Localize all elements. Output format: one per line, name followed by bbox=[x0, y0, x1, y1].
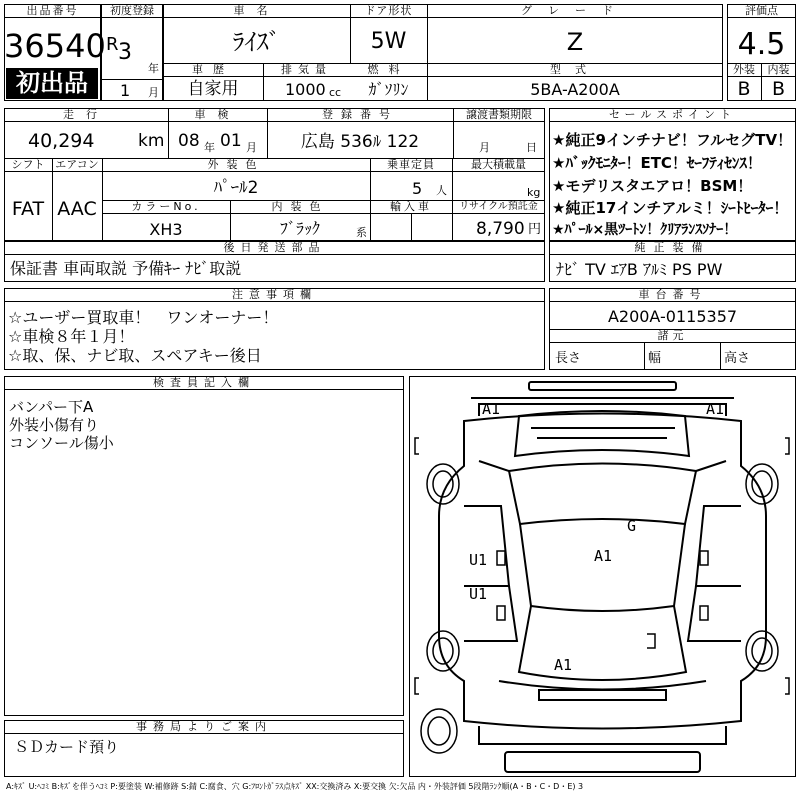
transfer-label: 譲渡書類期限 bbox=[453, 108, 545, 122]
mark-front-right: A1 bbox=[706, 400, 725, 418]
note-1: ☆ユーザー買取車！ ワンオーナー！ bbox=[8, 308, 279, 327]
inspection-month-unit: 月 bbox=[246, 141, 257, 154]
sales-point-2: ★ﾊﾞｯｸﾓﾆﾀｰ！ETC！ｾｰﾌﾃｨｾﾝｽ！ bbox=[552, 154, 762, 172]
capacity-unit: 人 bbox=[436, 184, 447, 197]
mark-roof: G bbox=[627, 517, 637, 535]
office-label: 事務局よりご案内 bbox=[4, 720, 404, 734]
car-name: ﾗｲｽﾞ bbox=[232, 28, 281, 56]
sales-points-label: セールスポイント bbox=[549, 108, 796, 122]
import-label: 輸入車 bbox=[370, 200, 452, 214]
displacement-label: 排気量 bbox=[263, 63, 350, 77]
model-label: 型式 bbox=[427, 63, 723, 77]
inspection-month: 01 bbox=[220, 131, 242, 151]
int-color: ﾌﾞﾗｯｸ bbox=[279, 219, 320, 238]
mark-rear: A1 bbox=[554, 656, 573, 674]
mileage-label: 走行 bbox=[4, 108, 168, 122]
int-color-label: 内装色 bbox=[230, 200, 370, 214]
capacity-label: 乗車定員 bbox=[370, 158, 452, 172]
transfer-day-unit: 日 bbox=[526, 141, 537, 154]
load-unit: kg bbox=[527, 186, 541, 199]
inspector-line-3: コンソール傷小 bbox=[9, 434, 114, 452]
capacity: 5 bbox=[412, 179, 423, 198]
inspector-line-1: バンパー下A bbox=[9, 398, 94, 416]
office-value: ＳＤカード預り bbox=[14, 738, 120, 756]
lot-number: 36540 bbox=[4, 27, 106, 65]
note-2: ☆車検８年１月！ bbox=[8, 327, 135, 346]
mark-door-rear: U1 bbox=[469, 585, 488, 603]
first-listing-text: 初出品 bbox=[16, 69, 88, 97]
plate-number: 広島 536ﾙ 122 bbox=[300, 132, 420, 152]
displacement: 1000 bbox=[285, 80, 326, 99]
score-label: 評価点 bbox=[727, 4, 796, 18]
dims-label: 諸元 bbox=[549, 329, 796, 343]
note-3: ☆取、保、ナビ取、スペアキー後日 bbox=[8, 346, 262, 365]
shift-label: シフト bbox=[4, 158, 52, 172]
equipment-value: ﾅﾋﾞ TV ｴｱB ｱﾙﾐ PS PW bbox=[556, 260, 723, 279]
aircon-value: AAC bbox=[57, 198, 97, 220]
color-no: XH3 bbox=[149, 220, 183, 239]
recycle-label: リサイクル預託金 bbox=[452, 200, 545, 214]
interior-label: 内装 bbox=[761, 63, 796, 77]
later-parts-value: 保証書 車両取説 予備ｷｰ ﾅﾋﾞ取説 bbox=[10, 259, 242, 278]
mark-door-front: U1 bbox=[469, 551, 488, 569]
grade-value: Z bbox=[566, 28, 584, 56]
chassis-number: A200A-0115357 bbox=[607, 307, 738, 326]
inspection-year: 08 bbox=[178, 131, 200, 151]
interior-grade: B bbox=[771, 78, 786, 100]
grade-label: グレード bbox=[427, 4, 723, 18]
mileage: 40,294 bbox=[28, 130, 95, 152]
sales-point-5: ★ﾊﾟｰﾙ×黒ﾂｰﾄﾝ！ｸﾘｱﾗﾝｽｿﾅｰ！ bbox=[552, 222, 738, 238]
equipment-label: 純正装備 bbox=[549, 241, 796, 255]
door-type: 5W bbox=[370, 29, 407, 54]
int-color-unit: 系 bbox=[356, 226, 367, 239]
length-label: 長さ bbox=[555, 351, 582, 366]
inspection-year-unit: 年 bbox=[204, 141, 215, 154]
registration-month: 1 bbox=[120, 81, 131, 100]
score-value: 4.5 bbox=[737, 27, 786, 62]
mark-hood: A1 bbox=[594, 547, 613, 565]
fuel-label: 燃料 bbox=[350, 63, 427, 77]
door-type-label: ドア形状 bbox=[350, 4, 427, 18]
height-label: 高さ bbox=[724, 351, 751, 366]
shift-value: FAT bbox=[11, 198, 45, 220]
width-label: 幅 bbox=[648, 351, 662, 366]
registration-label: 初度登録 bbox=[101, 4, 163, 18]
load-label: 最大積載量 bbox=[452, 158, 545, 172]
first-listing-badge bbox=[6, 68, 98, 99]
car-name-label: 車名 bbox=[163, 4, 350, 18]
transfer-month-unit: 月 bbox=[479, 141, 490, 154]
sales-point-1: ★純正9インチナビ！フルセグTV！ bbox=[552, 131, 793, 149]
chassis-label: 車台番号 bbox=[549, 288, 796, 302]
sales-point-4: ★純正17インチアルミ！ｼｰﾄﾋｰﾀｰ！ bbox=[552, 199, 789, 217]
history-label: 車歴 bbox=[163, 63, 263, 77]
exterior-grade: B bbox=[737, 78, 751, 100]
registration-era: R bbox=[106, 34, 119, 55]
registration-year-unit: 年 bbox=[148, 62, 159, 75]
aircon-label: エアコン bbox=[52, 158, 102, 172]
fuel-type: ｶﾞｿﾘﾝ bbox=[368, 80, 409, 99]
recycle-unit: 円 bbox=[528, 222, 542, 237]
recycle-fee: 8,790 bbox=[476, 219, 525, 239]
ext-color-label: 外装色 bbox=[102, 158, 370, 172]
mark-front-left: A1 bbox=[482, 400, 501, 418]
inspection-label: 車検 bbox=[168, 108, 267, 122]
lot-number-label: 出品番号 bbox=[4, 4, 101, 18]
color-no-label: カラーNo. bbox=[102, 200, 230, 214]
sales-point-3: ★モデリスタエアロ！BSM！ bbox=[552, 177, 753, 195]
registration-month-unit: 月 bbox=[148, 86, 159, 99]
inspector-line-2: 外装小傷有り bbox=[9, 416, 100, 434]
mileage-unit: km bbox=[138, 131, 165, 151]
displacement-unit: cc bbox=[329, 86, 342, 99]
car-body-diagram bbox=[409, 376, 796, 777]
ext-color: ﾊﾟｰﾙ2 bbox=[213, 178, 259, 198]
later-parts-label: 後日発送部品 bbox=[4, 241, 545, 255]
model-code: 5BA-A200A bbox=[530, 80, 620, 99]
car-history: 自家用 bbox=[187, 79, 239, 99]
exterior-label: 外装 bbox=[727, 63, 761, 77]
registration-year: 3 bbox=[118, 40, 132, 65]
inspector-label: 検査員記入欄 bbox=[4, 376, 404, 390]
plate-label: 登録番号 bbox=[267, 108, 453, 122]
notes-label: 注意事項欄 bbox=[4, 288, 545, 302]
legend-text: A:ｷｽﾞ U:ﾍｺﾐ B:ｷｽﾞを伴うﾍｺﾐ P:要塗装 W:補修跡 S:錆 C:腐食、穴 G:ﾌﾛﾝﾄｶﾞﾗｽ点ｷｽﾞ XX:交換済み X:要交換 欠:欠品 内・外装評価 5段階ﾗﾝｸ順(A・B・C・D・E) 3 bbox=[6, 782, 584, 791]
